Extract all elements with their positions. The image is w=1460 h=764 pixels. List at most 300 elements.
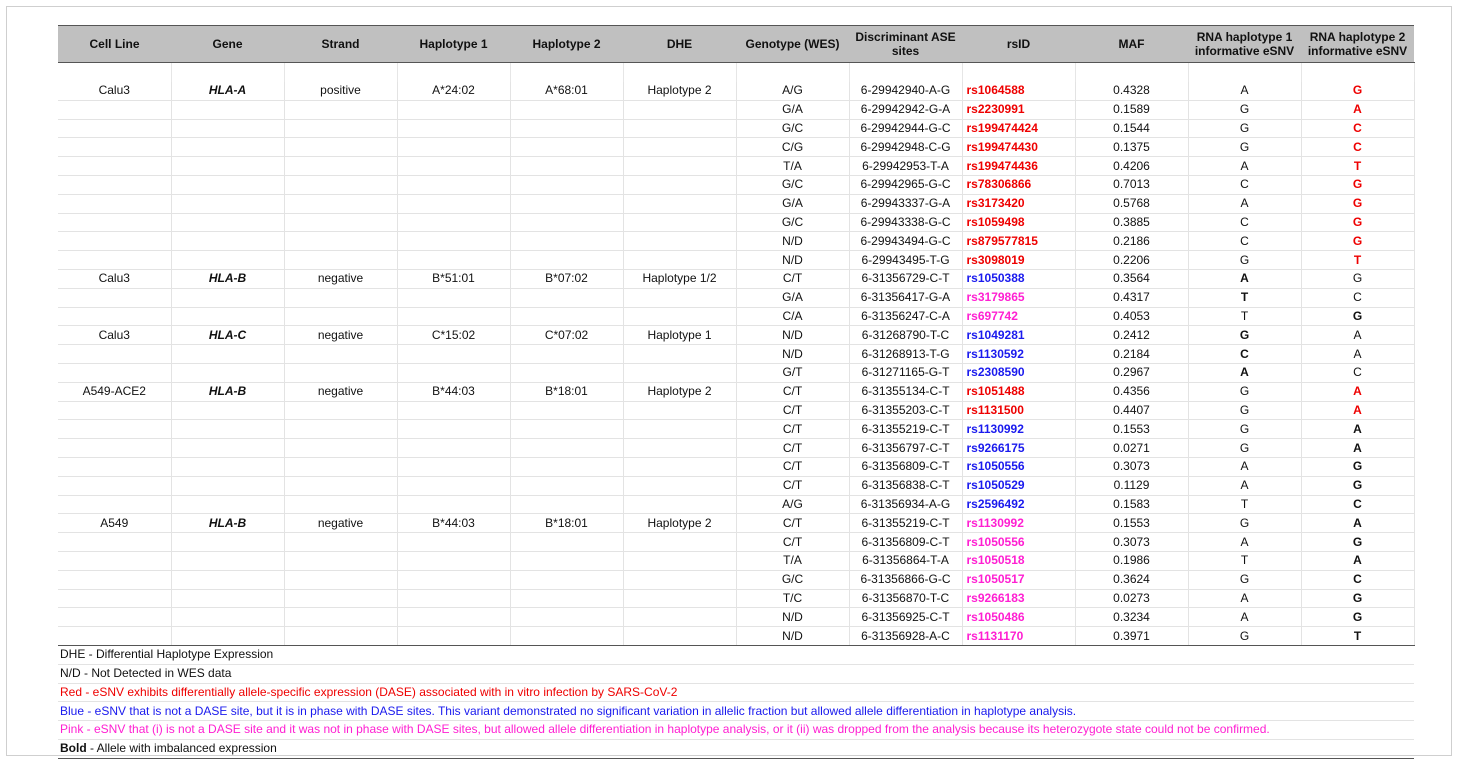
rna-hap1-cell: C	[1188, 345, 1301, 364]
discriminant-site-cell: 6-31356934-A-G	[849, 495, 962, 514]
table-row	[58, 307, 1414, 326]
genotype-cell: C/T	[736, 476, 849, 495]
discriminant-site-cell: 6-31356870-T-C	[849, 589, 962, 608]
dhe-cell	[623, 570, 736, 589]
rna-hap2-cell: A	[1301, 420, 1414, 439]
gene-cell	[171, 589, 284, 608]
maf-cell: 0.1589	[1075, 100, 1188, 119]
genotype-cell: G/C	[736, 119, 849, 138]
strand-cell: negative	[284, 326, 397, 345]
strand-cell	[284, 476, 397, 495]
discriminant-site-cell: 6-31356928-A-C	[849, 627, 962, 646]
rna-hap2-cell: C	[1301, 138, 1414, 157]
genotype-cell: C/T	[736, 533, 849, 552]
rsid-cell: rs199474430	[962, 138, 1075, 157]
rsid-cell: rs199474424	[962, 119, 1075, 138]
discriminant-site-cell: 6-31356838-C-T	[849, 476, 962, 495]
dhe-cell	[623, 175, 736, 194]
maf-cell: 0.0271	[1075, 439, 1188, 458]
rna-hap1-cell: T	[1188, 551, 1301, 570]
table-row	[58, 345, 1414, 364]
rna-hap2-cell: G	[1301, 307, 1414, 326]
table-row	[58, 82, 1414, 100]
rsid-cell: rs2308590	[962, 363, 1075, 382]
dhe-cell: Haplotype 2	[623, 82, 736, 100]
dhe-cell	[623, 119, 736, 138]
table-row	[58, 570, 1414, 589]
rsid-cell: rs1050556	[962, 457, 1075, 476]
haplotype-2-cell	[510, 100, 623, 119]
maf-cell: 0.3564	[1075, 269, 1188, 288]
cell-line-cell	[58, 288, 171, 307]
rna-hap1-cell: G	[1188, 570, 1301, 589]
legend-red: Red - eSNV exhibits differentially allele-specific expression (DASE) associated with in vitro infection by SARS-CoV-2	[58, 683, 1414, 702]
col-header-rna-hap2: RNA haplotype 2 informative eSNV	[1301, 26, 1414, 63]
rna-hap1-cell: A	[1188, 157, 1301, 176]
dhe-cell	[623, 138, 736, 157]
rsid-cell: rs1130992	[962, 420, 1075, 439]
haplotype-1-cell	[397, 570, 510, 589]
rna-hap2-cell: G	[1301, 476, 1414, 495]
gene-cell	[171, 100, 284, 119]
genotype-cell: C/T	[736, 420, 849, 439]
rsid-cell: rs3173420	[962, 194, 1075, 213]
discriminant-site-cell: 6-31271165-G-T	[849, 363, 962, 382]
table-body	[58, 82, 1414, 645]
dhe-cell: Haplotype 2	[623, 382, 736, 401]
gene-cell	[171, 213, 284, 232]
discriminant-site-cell: 6-31356925-C-T	[849, 608, 962, 627]
legend-nd: N/D - Not Detected in WES data	[58, 664, 1414, 683]
legend-pink: Pink - eSNV that (i) is not a DASE site and it was not in phase with DASE sites, but allowed allele differentiation in haplotype analysis, or it (ii) was dropped from the analysis because its heterozygote state could not be confirmed.	[58, 721, 1414, 740]
dhe-cell	[623, 420, 736, 439]
genotype-cell: C/T	[736, 401, 849, 420]
dhe-cell	[623, 533, 736, 552]
gene-cell	[171, 439, 284, 458]
genotype-cell: G/C	[736, 570, 849, 589]
maf-cell: 0.4053	[1075, 307, 1188, 326]
gene-cell	[171, 363, 284, 382]
haplotype-2-cell	[510, 589, 623, 608]
rna-hap2-cell: T	[1301, 251, 1414, 270]
gene-cell: HLA-B	[171, 269, 284, 288]
rna-hap1-cell: G	[1188, 138, 1301, 157]
discriminant-site-cell: 6-29943337-G-A	[849, 194, 962, 213]
rna-hap1-cell: A	[1188, 533, 1301, 552]
table-row	[58, 175, 1414, 194]
strand-cell	[284, 627, 397, 646]
maf-cell: 0.3234	[1075, 608, 1188, 627]
maf-cell: 0.1544	[1075, 119, 1188, 138]
rsid-cell: rs1131500	[962, 401, 1075, 420]
rna-hap1-cell: C	[1188, 175, 1301, 194]
haplotype-1-cell	[397, 232, 510, 251]
table-row	[58, 326, 1414, 345]
genotype-cell: N/D	[736, 232, 849, 251]
strand-cell	[284, 608, 397, 627]
haplotype-1-cell	[397, 551, 510, 570]
genotype-cell: N/D	[736, 608, 849, 627]
maf-cell: 0.1553	[1075, 420, 1188, 439]
haplotype-1-cell	[397, 251, 510, 270]
rna-hap2-cell: A	[1301, 345, 1414, 364]
rsid-cell: rs697742	[962, 307, 1075, 326]
haplotype-2-cell	[510, 213, 623, 232]
maf-cell: 0.2186	[1075, 232, 1188, 251]
discriminant-site-cell: 6-31355134-C-T	[849, 382, 962, 401]
genotype-cell: G/A	[736, 194, 849, 213]
haplotype-2-cell	[510, 251, 623, 270]
col-header-rsid: rsID	[962, 26, 1075, 63]
discriminant-site-cell: 6-29942965-G-C	[849, 175, 962, 194]
haplotype-1-cell	[397, 138, 510, 157]
rna-hap1-cell: A	[1188, 457, 1301, 476]
cell-line-cell	[58, 551, 171, 570]
maf-cell: 0.1583	[1075, 495, 1188, 514]
cell-line-cell	[58, 439, 171, 458]
cell-line-cell	[58, 100, 171, 119]
rna-hap1-cell: G	[1188, 627, 1301, 646]
rna-hap2-cell: G	[1301, 457, 1414, 476]
rna-hap2-cell: A	[1301, 401, 1414, 420]
table-row	[58, 439, 1414, 458]
rsid-cell: rs3179865	[962, 288, 1075, 307]
maf-cell: 0.4328	[1075, 82, 1188, 100]
rna-hap2-cell: A	[1301, 100, 1414, 119]
cell-line-cell	[58, 457, 171, 476]
table-row	[58, 401, 1414, 420]
maf-cell: 0.3073	[1075, 533, 1188, 552]
gene-cell: HLA-C	[171, 326, 284, 345]
strand-cell	[284, 533, 397, 552]
haplotype-2-cell	[510, 157, 623, 176]
cell-line-cell	[58, 608, 171, 627]
maf-cell: 0.4407	[1075, 401, 1188, 420]
table-row	[58, 363, 1414, 382]
haplotype-2-cell: B*18:01	[510, 514, 623, 533]
rna-hap2-cell: G	[1301, 175, 1414, 194]
table-row	[58, 627, 1414, 646]
rsid-cell: rs1050518	[962, 551, 1075, 570]
maf-cell: 0.1553	[1075, 514, 1188, 533]
dhe-cell	[623, 251, 736, 270]
haplotype-2-cell	[510, 551, 623, 570]
haplotype-1-cell	[397, 589, 510, 608]
rna-hap2-cell: C	[1301, 119, 1414, 138]
genotype-cell: T/A	[736, 157, 849, 176]
maf-cell: 0.2184	[1075, 345, 1188, 364]
haplotype-1-cell	[397, 307, 510, 326]
haplotype-1-cell	[397, 457, 510, 476]
table-header	[58, 26, 1414, 63]
cell-line-cell	[58, 495, 171, 514]
genotype-cell: G/C	[736, 213, 849, 232]
strand-cell	[284, 589, 397, 608]
haplotype-1-cell	[397, 194, 510, 213]
rsid-cell: rs1049281	[962, 326, 1075, 345]
genotype-cell: G/T	[736, 363, 849, 382]
discriminant-site-cell: 6-31356797-C-T	[849, 439, 962, 458]
rna-hap1-cell: G	[1188, 514, 1301, 533]
table-row	[58, 119, 1414, 138]
col-header-rna-hap1: RNA haplotype 1 informative eSNV	[1188, 26, 1301, 63]
table-row	[58, 382, 1414, 401]
haplotype-2-cell	[510, 345, 623, 364]
dhe-cell	[623, 476, 736, 495]
rna-hap2-cell: A	[1301, 382, 1414, 401]
haplotype-2-cell	[510, 175, 623, 194]
table-row	[58, 589, 1414, 608]
haplotype-1-cell	[397, 420, 510, 439]
strand-cell	[284, 363, 397, 382]
gene-cell	[171, 157, 284, 176]
haplotype-1-cell: B*44:03	[397, 514, 510, 533]
table-row	[58, 269, 1414, 288]
haplotype-1-cell	[397, 439, 510, 458]
genotype-cell: T/A	[736, 551, 849, 570]
rna-hap1-cell: G	[1188, 420, 1301, 439]
legend-dhe: DHE - Differential Haplotype Expression	[58, 645, 1414, 664]
strand-cell	[284, 194, 397, 213]
maf-cell: 0.4206	[1075, 157, 1188, 176]
haplotype-1-cell	[397, 288, 510, 307]
rna-hap2-cell: C	[1301, 363, 1414, 382]
strand-cell	[284, 100, 397, 119]
genotype-cell: C/T	[736, 439, 849, 458]
haplotype-1-cell	[397, 533, 510, 552]
rna-hap1-cell: T	[1188, 495, 1301, 514]
col-header-haplotype-1: Haplotype 1	[397, 26, 510, 63]
gene-cell	[171, 420, 284, 439]
rna-hap1-cell: A	[1188, 608, 1301, 627]
strand-cell	[284, 420, 397, 439]
discriminant-site-cell: 6-29942953-T-A	[849, 157, 962, 176]
cell-line-cell	[58, 401, 171, 420]
rsid-cell: rs1130992	[962, 514, 1075, 533]
rna-hap2-cell: G	[1301, 533, 1414, 552]
strand-cell	[284, 551, 397, 570]
cell-line-cell	[58, 213, 171, 232]
strand-cell	[284, 157, 397, 176]
haplotype-2-cell: A*68:01	[510, 82, 623, 100]
haplotype-2-cell	[510, 439, 623, 458]
legend-blue: Blue - eSNV that is not a DASE site, but it is in phase with DASE sites. This variant demonstrated no significant variation in allelic fraction but allowed allele differentiation in haplotype analysis.	[58, 702, 1414, 721]
gene-cell	[171, 627, 284, 646]
dhe-cell: Haplotype 1	[623, 326, 736, 345]
haplotype-1-cell	[397, 213, 510, 232]
rna-hap1-cell: C	[1188, 232, 1301, 251]
rna-hap2-cell: G	[1301, 82, 1414, 100]
discriminant-site-cell: 6-29942942-G-A	[849, 100, 962, 119]
rna-hap1-cell: G	[1188, 251, 1301, 270]
col-header-gene: Gene	[171, 26, 284, 63]
maf-cell: 0.4317	[1075, 288, 1188, 307]
haplotype-1-cell	[397, 175, 510, 194]
col-header-genotype: Genotype (WES)	[736, 26, 849, 63]
table-row	[58, 533, 1414, 552]
strand-cell	[284, 119, 397, 138]
dhe-cell	[623, 551, 736, 570]
table-row	[58, 457, 1414, 476]
gene-cell	[171, 570, 284, 589]
rna-hap2-cell: C	[1301, 288, 1414, 307]
rsid-cell: rs3098019	[962, 251, 1075, 270]
gene-cell: HLA-B	[171, 382, 284, 401]
rsid-cell: rs1050529	[962, 476, 1075, 495]
discriminant-site-cell: 6-31356866-G-C	[849, 570, 962, 589]
maf-cell: 0.0273	[1075, 589, 1188, 608]
strand-cell	[284, 439, 397, 458]
rsid-cell: rs879577815	[962, 232, 1075, 251]
rna-hap2-cell: G	[1301, 589, 1414, 608]
genotype-cell: T/C	[736, 589, 849, 608]
maf-cell: 0.3073	[1075, 457, 1188, 476]
hla-haplotype-table	[58, 25, 1414, 759]
strand-cell	[284, 251, 397, 270]
gene-cell	[171, 457, 284, 476]
haplotype-1-cell	[397, 495, 510, 514]
col-header-haplotype-2: Haplotype 2	[510, 26, 623, 63]
gene-cell	[171, 307, 284, 326]
rsid-cell: rs1050517	[962, 570, 1075, 589]
discriminant-site-cell: 6-29943495-T-G	[849, 251, 962, 270]
haplotype-2-cell	[510, 495, 623, 514]
haplotype-1-cell: A*24:02	[397, 82, 510, 100]
strand-cell	[284, 232, 397, 251]
rsid-cell: rs1050556	[962, 533, 1075, 552]
rna-hap2-cell: C	[1301, 570, 1414, 589]
genotype-cell: A/G	[736, 82, 849, 100]
dhe-cell	[623, 288, 736, 307]
rsid-cell: rs1064588	[962, 82, 1075, 100]
discriminant-site-cell: 6-31356864-T-A	[849, 551, 962, 570]
rna-hap1-cell: G	[1188, 382, 1301, 401]
haplotype-1-cell	[397, 345, 510, 364]
dhe-cell	[623, 345, 736, 364]
dhe-cell	[623, 439, 736, 458]
haplotype-2-cell	[510, 476, 623, 495]
table-row	[58, 251, 1414, 270]
table-row	[58, 138, 1414, 157]
table-row	[58, 213, 1414, 232]
col-header-maf: MAF	[1075, 26, 1188, 63]
rna-hap2-cell: A	[1301, 551, 1414, 570]
rna-hap1-cell: G	[1188, 439, 1301, 458]
rna-hap1-cell: G	[1188, 119, 1301, 138]
legend-bold-term: Bold	[60, 741, 87, 756]
table-row	[58, 476, 1414, 495]
rsid-cell: rs78306866	[962, 175, 1075, 194]
table-row	[58, 608, 1414, 627]
dhe-cell	[623, 194, 736, 213]
table-row	[58, 194, 1414, 213]
dhe-cell: Haplotype 2	[623, 514, 736, 533]
cell-line-cell	[58, 251, 171, 270]
gene-cell	[171, 251, 284, 270]
haplotype-2-cell	[510, 307, 623, 326]
dhe-cell	[623, 363, 736, 382]
maf-cell: 0.7013	[1075, 175, 1188, 194]
haplotype-2-cell: C*07:02	[510, 326, 623, 345]
cell-line-cell	[58, 345, 171, 364]
strand-cell	[284, 495, 397, 514]
gene-cell	[171, 345, 284, 364]
discriminant-site-cell: 6-31355203-C-T	[849, 401, 962, 420]
dhe-cell	[623, 589, 736, 608]
rsid-cell: rs1050388	[962, 269, 1075, 288]
discriminant-site-cell: 6-31268913-T-G	[849, 345, 962, 364]
cell-line-cell: Calu3	[58, 269, 171, 288]
table-row	[58, 157, 1414, 176]
rna-hap2-cell: G	[1301, 269, 1414, 288]
maf-cell: 0.1986	[1075, 551, 1188, 570]
cell-line-cell	[58, 138, 171, 157]
gene-cell	[171, 551, 284, 570]
dhe-cell	[623, 457, 736, 476]
strand-cell	[284, 175, 397, 194]
rsid-cell: rs9266183	[962, 589, 1075, 608]
gene-cell: HLA-A	[171, 82, 284, 100]
cell-line-cell	[58, 307, 171, 326]
haplotype-2-cell: B*18:01	[510, 382, 623, 401]
rsid-cell: rs2596492	[962, 495, 1075, 514]
col-header-cell-line: Cell Line	[58, 26, 171, 63]
maf-cell: 0.3971	[1075, 627, 1188, 646]
rsid-cell: rs1130592	[962, 345, 1075, 364]
genotype-cell: C/T	[736, 514, 849, 533]
genotype-cell: C/T	[736, 382, 849, 401]
table-row	[58, 232, 1414, 251]
maf-cell: 0.3885	[1075, 213, 1188, 232]
strand-cell	[284, 345, 397, 364]
rsid-cell: rs2230991	[962, 100, 1075, 119]
discriminant-site-cell: 6-31268790-T-C	[849, 326, 962, 345]
cell-line-cell	[58, 157, 171, 176]
dhe-cell	[623, 232, 736, 251]
cell-line-cell	[58, 420, 171, 439]
cell-line-cell	[58, 627, 171, 646]
strand-cell: positive	[284, 82, 397, 100]
cell-line-cell	[58, 589, 171, 608]
haplotype-2-cell	[510, 457, 623, 476]
discriminant-site-cell: 6-31356809-C-T	[849, 533, 962, 552]
dhe-cell	[623, 157, 736, 176]
strand-cell	[284, 457, 397, 476]
discriminant-site-cell: 6-29942948-C-G	[849, 138, 962, 157]
genotype-cell: N/D	[736, 345, 849, 364]
cell-line-cell	[58, 232, 171, 251]
cell-line-cell	[58, 194, 171, 213]
genotype-cell: N/D	[736, 251, 849, 270]
discriminant-site-cell: 6-31355219-C-T	[849, 420, 962, 439]
col-header-discriminant-sites: Discriminant ASE sites	[849, 26, 962, 63]
haplotype-2-cell	[510, 288, 623, 307]
gene-cell: HLA-B	[171, 514, 284, 533]
rsid-cell: rs199474436	[962, 157, 1075, 176]
strand-cell	[284, 288, 397, 307]
maf-cell: 0.2967	[1075, 363, 1188, 382]
discriminant-site-cell: 6-29943494-G-C	[849, 232, 962, 251]
legend-bold	[58, 739, 1414, 758]
table-row	[58, 514, 1414, 533]
haplotype-2-cell	[510, 570, 623, 589]
rna-hap1-cell: G	[1188, 401, 1301, 420]
haplotype-1-cell: B*51:01	[397, 269, 510, 288]
rna-hap1-cell: G	[1188, 326, 1301, 345]
rna-hap2-cell: C	[1301, 495, 1414, 514]
rna-hap1-cell: T	[1188, 288, 1301, 307]
rna-hap1-cell: T	[1188, 307, 1301, 326]
